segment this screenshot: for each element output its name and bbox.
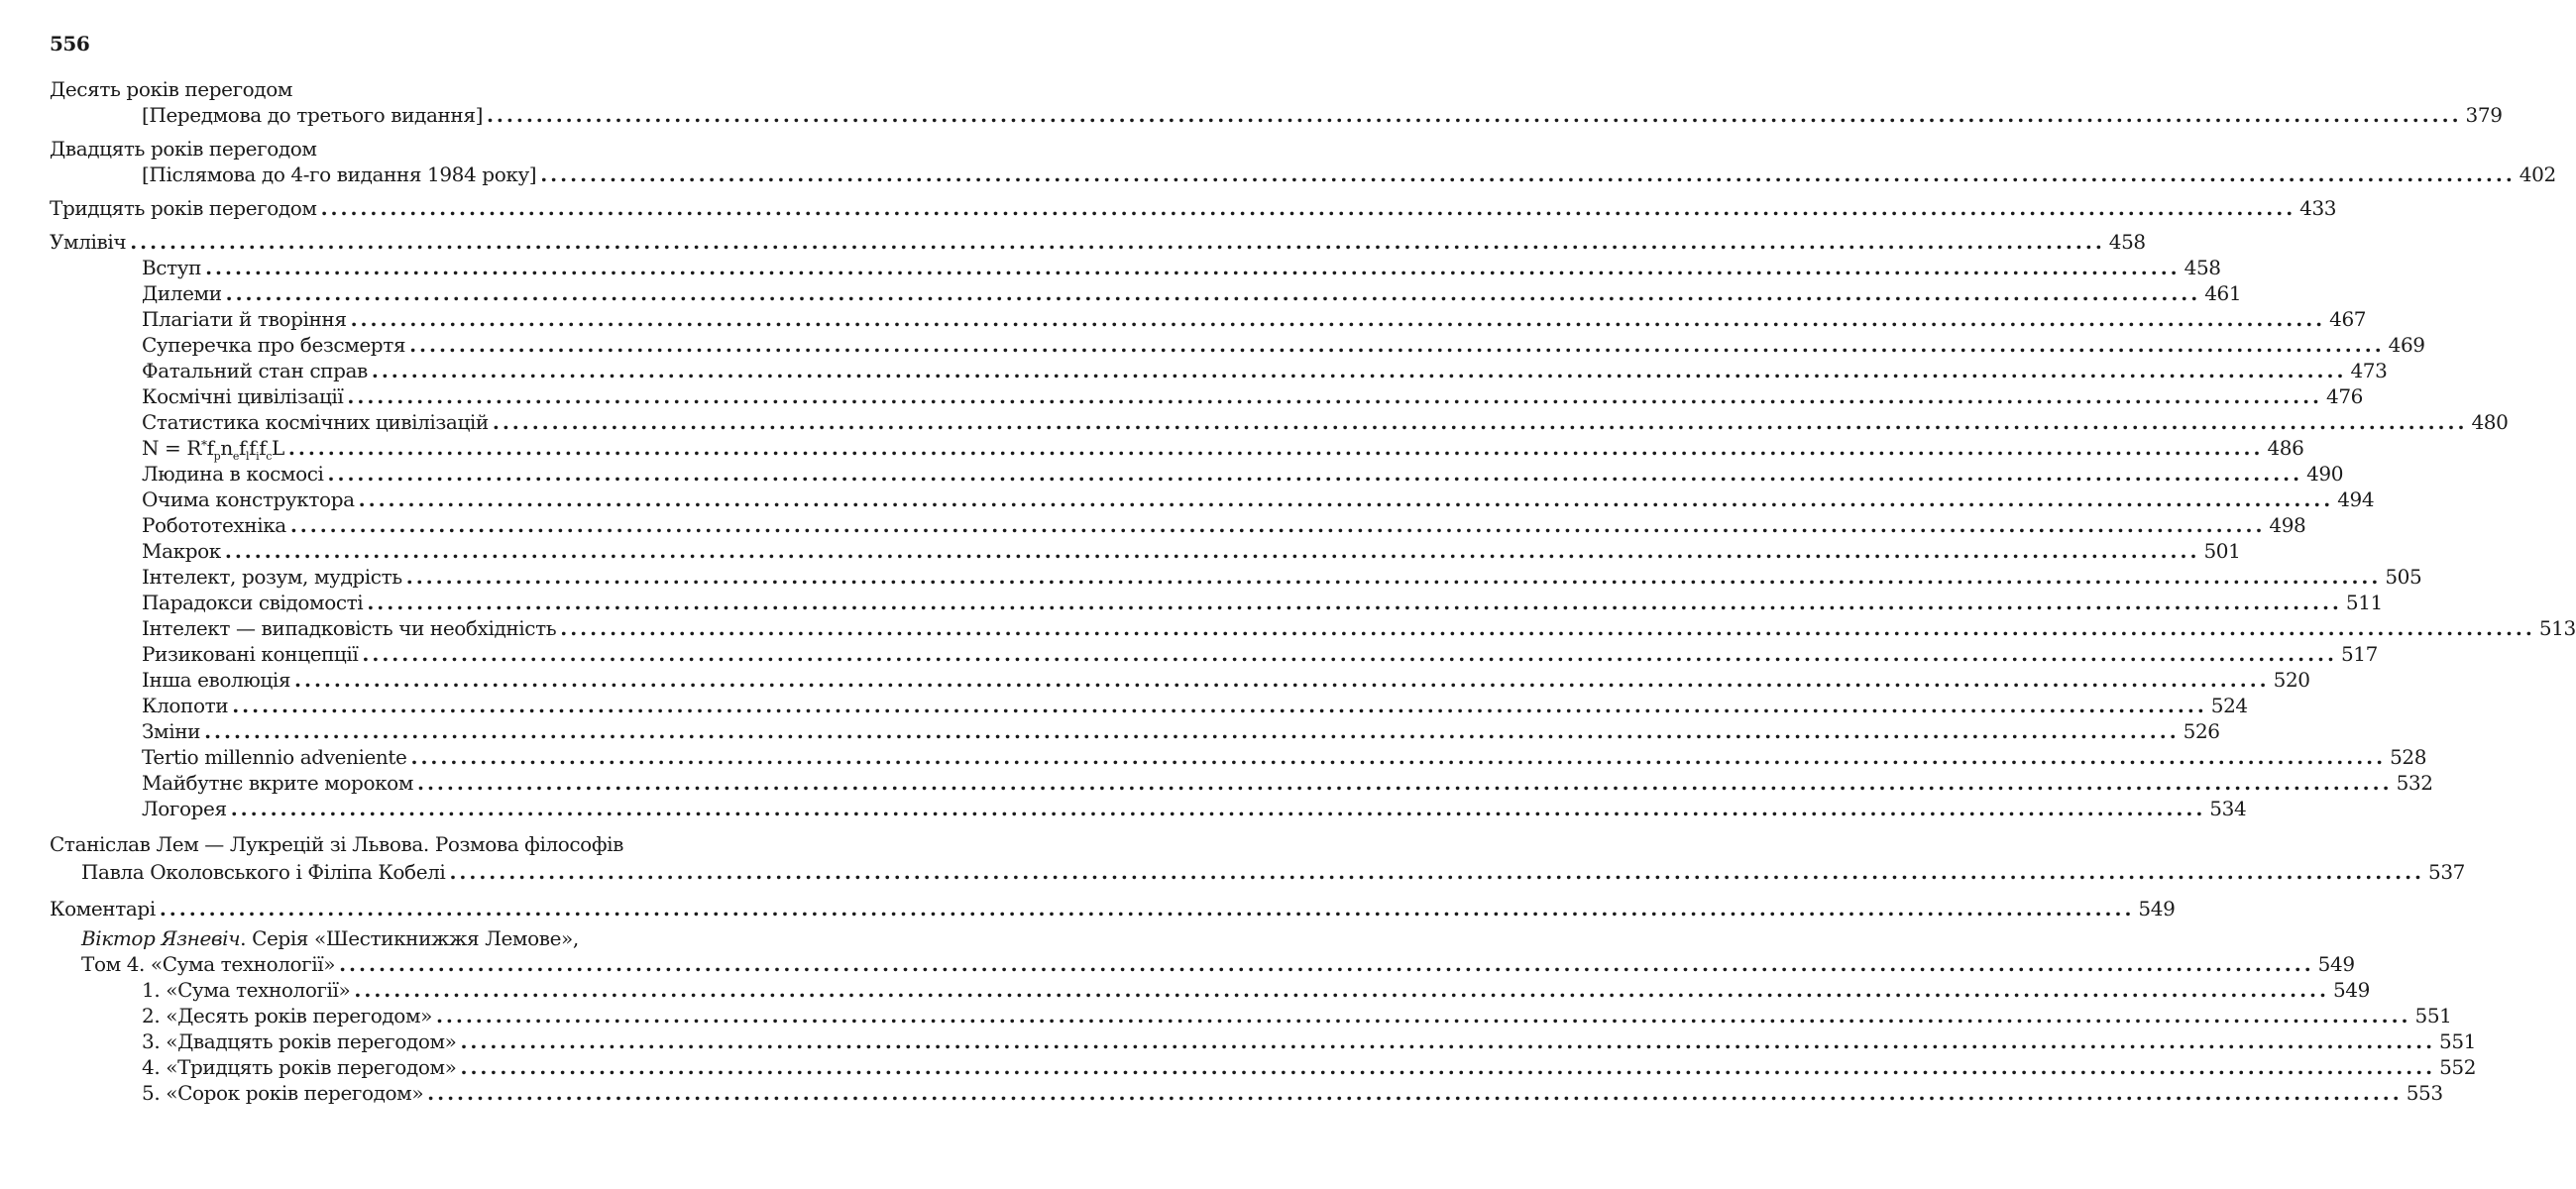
toc-dot-leader: ........................................................................................................................................................................................................ — [540, 162, 2516, 186]
toc-entry-title: [Післямова до 4-го видання 1984 року] — [142, 162, 537, 186]
toc-entry-title — [142, 438, 284, 462]
toc-entry — [142, 487, 2375, 511]
toc-entry-page: 549 — [2332, 978, 2370, 1002]
toc-entry — [50, 79, 292, 99]
toc-dot-leader: ........................................................................................................................................................................................................ — [327, 462, 2303, 486]
formula-subscript: c — [266, 450, 272, 463]
toc-entry — [142, 1055, 2477, 1079]
toc-dot-leader: ........................................................................................................................................................................................................ — [449, 860, 2425, 884]
toc-dot-leader: ........................................................................................................................................................................................................ — [358, 487, 2334, 511]
toc-entry — [142, 797, 2247, 820]
toc-entry — [142, 281, 2242, 305]
toc-dot-leader: ........................................................................................................................................................................................................ — [225, 281, 2201, 305]
toc-entry-title: Tertio millennio adveniente — [142, 745, 407, 769]
toc-entry — [142, 565, 2422, 589]
toc-entry — [142, 591, 2383, 614]
toc-dot-leader: ........................................................................................................................................................................................................ — [362, 642, 2337, 666]
toc-dot-leader: ........................................................................................................................................................................................................ — [320, 196, 2296, 220]
toc-dot-leader: ........................................................................................................................................................................................................ — [289, 513, 2266, 537]
toc-entry — [142, 436, 2304, 463]
toc-dot-leader: ........................................................................................................................................................................................................ — [492, 410, 2468, 434]
toc-entry-page: 480 — [2471, 410, 2509, 434]
toc-entry-page: 526 — [2183, 719, 2220, 743]
toc-entry-title: Інша еволюція — [142, 668, 291, 692]
formula-subscript: e — [232, 450, 239, 463]
toc-entry-title: Інтелект — випадковість чи необхідність — [142, 616, 557, 640]
toc-dot-leader: ........................................................................................................................................................................................................ — [350, 307, 2326, 331]
toc-dot-leader: ........................................................................................................................................................................................................ — [460, 1055, 2436, 1079]
toc-entry — [142, 771, 2433, 795]
toc-entry — [142, 384, 2363, 408]
toc-dot-leader: ........................................................................................................................................................................................................ — [486, 103, 2462, 127]
toc-entry-title: Робототехніка — [142, 513, 286, 537]
toc-entry — [142, 162, 2556, 186]
toc-entry-page: 469 — [2388, 333, 2425, 357]
toc-entry-title: Коментарі — [50, 897, 156, 920]
formula-text: f — [249, 436, 257, 460]
toc-entry-title: 2. «Десять років перегодом» — [142, 1004, 432, 1027]
toc-entry-page: 490 — [2306, 462, 2344, 486]
toc-dot-leader: ........................................................................................................................................................................................................ — [410, 745, 2387, 769]
page-number: 556 — [50, 32, 90, 55]
toc-entry-title: [Передмова до третього видання] — [142, 103, 483, 127]
toc-entry-page: 551 — [2439, 1029, 2477, 1053]
toc-entry — [142, 103, 2503, 127]
toc-entry — [50, 897, 2176, 920]
toc-entry-page: 511 — [2345, 591, 2383, 614]
toc-entry-title: Ризиковані концепції — [142, 642, 359, 666]
toc-entry — [142, 616, 2576, 640]
toc-entry-title: Макрок — [142, 539, 221, 563]
toc-entry — [142, 1029, 2477, 1053]
formula-text: N = R — [142, 436, 202, 460]
toc-entry-page: 458 — [2108, 230, 2146, 254]
toc-entry-page: 520 — [2273, 668, 2310, 692]
toc-entry — [50, 230, 2146, 254]
formula-text: f — [259, 436, 267, 460]
toc-entry — [142, 668, 2310, 692]
toc-entry — [142, 410, 2509, 434]
toc-entry-page: 501 — [2203, 539, 2241, 563]
toc-entry-page: 494 — [2337, 487, 2375, 511]
formula-text: L — [272, 436, 284, 460]
toc-entry-title: Плагіати й творіння — [142, 307, 347, 331]
toc-dot-leader: ........................................................................................................................................................................................................ — [204, 719, 2180, 743]
toc-dot-leader: ........................................................................................................................................................................................................ — [367, 591, 2342, 614]
toc-dot-leader: ........................................................................................................................................................................................................ — [230, 797, 2206, 820]
toc-entry-title: Суперечка про безсмертя — [142, 333, 406, 357]
toc-entry-page: 498 — [2269, 513, 2306, 537]
toc-entry-page: 524 — [2210, 694, 2248, 717]
toc-dot-leader: ........................................................................................................................................................................................................ — [159, 897, 2135, 920]
toc-entry-page: 473 — [2350, 359, 2388, 382]
toc-dot-leader: ........................................................................................................................................................................................................ — [409, 333, 2385, 357]
toc-entry-title: Клопоти — [142, 694, 229, 717]
toc-entry-page: 402 — [2519, 162, 2556, 186]
formula-subscript: p — [213, 450, 221, 463]
formula-text: f — [206, 436, 214, 460]
toc-dot-leader: ........................................................................................................................................................................................................ — [224, 539, 2200, 563]
toc-entry — [142, 462, 2344, 486]
toc-entry — [142, 1004, 2452, 1027]
toc-entry — [142, 333, 2425, 357]
toc-entry-title: Дилеми — [142, 281, 222, 305]
toc-entry-page: 549 — [2138, 897, 2176, 920]
toc-entry-page: 461 — [2204, 281, 2242, 305]
toc-dot-leader: ........................................................................................................................................................................................................ — [354, 978, 2329, 1002]
formula-subscript: i — [256, 450, 260, 463]
formula-text: f — [238, 436, 246, 460]
toc-entry — [142, 642, 2378, 666]
toc-entry-title: Вступ — [142, 256, 202, 279]
toc-entry-title: Логорея — [142, 797, 227, 820]
toc-entry-title: 3. «Двадцять років перегодом» — [142, 1029, 457, 1053]
toc-entry — [142, 719, 2220, 743]
toc-entry-page: 537 — [2428, 860, 2465, 884]
toc-entry-page: 486 — [2267, 436, 2304, 460]
toc-entry-title: Майбутнє вкрите мороком — [142, 771, 413, 795]
toc-entry-title: 5. «Сорок років перегодом» — [142, 1081, 424, 1105]
toc-entry-page: 534 — [2209, 797, 2247, 820]
toc-entry — [142, 307, 2367, 331]
toc-entry-page: 551 — [2414, 1004, 2452, 1027]
toc-dot-leader: ........................................................................................................................................................................................................ — [435, 1004, 2411, 1027]
toc-entry-title: Інтелект, розум, мудрість — [142, 565, 402, 589]
toc-dot-leader: ........................................................................................................................................................................................................ — [560, 616, 2535, 640]
toc-entry-title: 1. «Сума технології» — [142, 978, 351, 1002]
toc-entry-page: 433 — [2299, 196, 2337, 220]
toc-entry-page: 467 — [2329, 307, 2367, 331]
toc-entry-title: Двадцять років перегодом — [50, 137, 317, 161]
toc-entry-title: Фатальний стан справ — [142, 359, 368, 382]
toc-entry — [142, 256, 2221, 279]
toc-dot-leader: ........................................................................................................................................................................................................ — [205, 256, 2181, 279]
toc-dot-leader: ........................................................................................................................................................................................................ — [347, 384, 2322, 408]
toc-dot-leader: ........................................................................................................................................................................................................ — [416, 771, 2393, 795]
toc-entry-page: 458 — [2184, 256, 2221, 279]
toc-entry — [50, 139, 317, 159]
toc-entry — [142, 359, 2388, 382]
toc-entry-title: Парадокси свідомості — [142, 591, 364, 614]
formula-superscript: * — [201, 438, 207, 452]
toc-entry-title: Павла Околовського і Філіпа Кобелі — [81, 860, 446, 884]
toc-entry-title-rest: . Серія «Шестикнижжя Лемове», — [240, 926, 579, 950]
toc-dot-leader: ........................................................................................................................................................................................................ — [460, 1029, 2436, 1053]
toc-entry-page: 549 — [2317, 952, 2355, 976]
formula-text: n — [220, 436, 233, 460]
toc-entry-title: Тридцять років перегодом — [50, 196, 317, 220]
toc-entry — [81, 952, 2355, 976]
toc-entry — [142, 694, 2248, 717]
toc-entry-page: 553 — [2406, 1081, 2443, 1105]
toc-entry-title — [81, 928, 579, 948]
formula-subscript: l — [245, 450, 250, 463]
toc-entry-page: 505 — [2385, 565, 2422, 589]
toc-entry-title: Очима конструктора — [142, 487, 355, 511]
toc-dot-leader: ........................................................................................................................................................................................................ — [294, 668, 2270, 692]
toc-entry-page: 532 — [2396, 771, 2433, 795]
toc-entry — [81, 928, 579, 948]
toc-entry-title: 4. «Тридцять років перегодом» — [142, 1055, 457, 1079]
toc-entry — [142, 513, 2306, 537]
toc-entry — [50, 834, 623, 854]
toc-entry-author: Віктор Язневіч — [81, 926, 241, 950]
toc-dot-leader: ........................................................................................................................................................................................................ — [339, 952, 2314, 976]
toc-entry-title: Умлівіч — [50, 230, 127, 254]
toc-entry — [142, 745, 2427, 769]
toc-entry-title: Космічні цивілізації — [142, 384, 344, 408]
toc-entry — [142, 1081, 2443, 1105]
toc-entry-page: 528 — [2390, 745, 2427, 769]
toc-entry — [142, 539, 2241, 563]
toc-entry-title: Десять років перегодом — [50, 77, 293, 101]
toc-entry — [81, 860, 2465, 884]
toc-entry-title: Статистика космічних цивілізацій — [142, 410, 489, 434]
toc-dot-leader: ........................................................................................................................................................................................................ — [130, 230, 2105, 254]
toc-entry — [50, 196, 2337, 220]
toc-dot-leader: ........................................................................................................................................................................................................ — [427, 1081, 2403, 1105]
toc-dot-leader: ........................................................................................................................................................................................................ — [287, 436, 2264, 460]
toc-entry-title: Зміни — [142, 719, 201, 743]
toc-entry-title: Людина в космосі — [142, 462, 324, 486]
toc-dot-leader: ........................................................................................................................................................................................................ — [371, 359, 2347, 382]
toc-entry-page: 476 — [2326, 384, 2363, 408]
toc-entry-title: Том 4. «Сума технології» — [81, 952, 336, 976]
toc-entry — [142, 978, 2370, 1002]
toc-dot-leader: ........................................................................................................................................................................................................ — [405, 565, 2382, 589]
toc-entry-title: Станіслав Лем — Лукрецій зі Львова. Розмова філософів — [50, 832, 623, 856]
toc-entry-page: 517 — [2340, 642, 2378, 666]
toc-entry-page: 379 — [2465, 103, 2503, 127]
toc-entry-page: 552 — [2439, 1055, 2477, 1079]
toc-entry-page: 513 — [2538, 616, 2576, 640]
toc-dot-leader: ........................................................................................................................................................................................................ — [232, 694, 2207, 717]
